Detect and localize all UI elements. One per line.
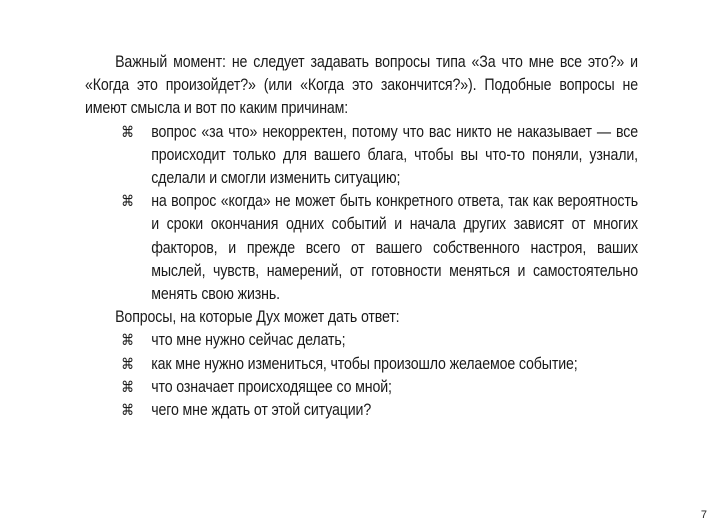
command-bullet-icon: ⌘	[121, 354, 134, 373]
questions-intro: Вопросы, на которые Дух может дать ответ:	[115, 308, 400, 327]
questions-list	[85, 329, 638, 422]
list-item-text: что означает происходящее со мной;	[151, 377, 392, 396]
list-item-text: как мне нужно измениться, чтобы произошло желаемое событие;	[151, 354, 578, 373]
list-item	[85, 399, 638, 422]
command-bullet-icon: ⌘	[121, 377, 134, 396]
intro-paragraph: Важный момент: не следует задавать вопросы типа «За что мне все это?» и «Когда это произойдет?» (или «Когда это закончится?»). Подобные вопросы не имеют смысла и вот по каким причинам:	[85, 53, 638, 118]
command-bullet-icon: ⌘	[121, 401, 134, 420]
list-item	[85, 329, 638, 352]
list-item	[85, 190, 638, 306]
command-bullet-icon: ⌘	[121, 331, 134, 350]
list-item	[85, 121, 638, 191]
list-item-text: на вопрос «когда» не может быть конкретного ответа, так как вероятность и сроки окончания одних событий и начала других зависят от многих факторов, и прежде всего от вашего собственного настроя, ваших мыслей, чувств, намерений, от готовности меняться и самостоятельно менять свою жизнь.	[151, 192, 638, 304]
list-item-text: что мне нужно сейчас делать;	[151, 331, 346, 350]
text-block	[85, 51, 638, 422]
page-number: 7	[700, 509, 707, 521]
command-bullet-icon: ⌘	[121, 122, 134, 141]
command-bullet-icon: ⌘	[121, 192, 134, 211]
reasons-list	[85, 121, 638, 307]
list-item-text: вопрос «за что» некорректен, потому что вас никто не наказывает — все происходит только для вашего блага, чтобы вы что-то поняли, узнали, сделали и смогли изменить ситуацию;	[151, 122, 638, 188]
list-item-text: чего мне ждать от этой ситуации?	[151, 401, 372, 420]
page-body	[85, 51, 638, 422]
list-item	[85, 376, 638, 399]
list-item	[85, 353, 638, 376]
